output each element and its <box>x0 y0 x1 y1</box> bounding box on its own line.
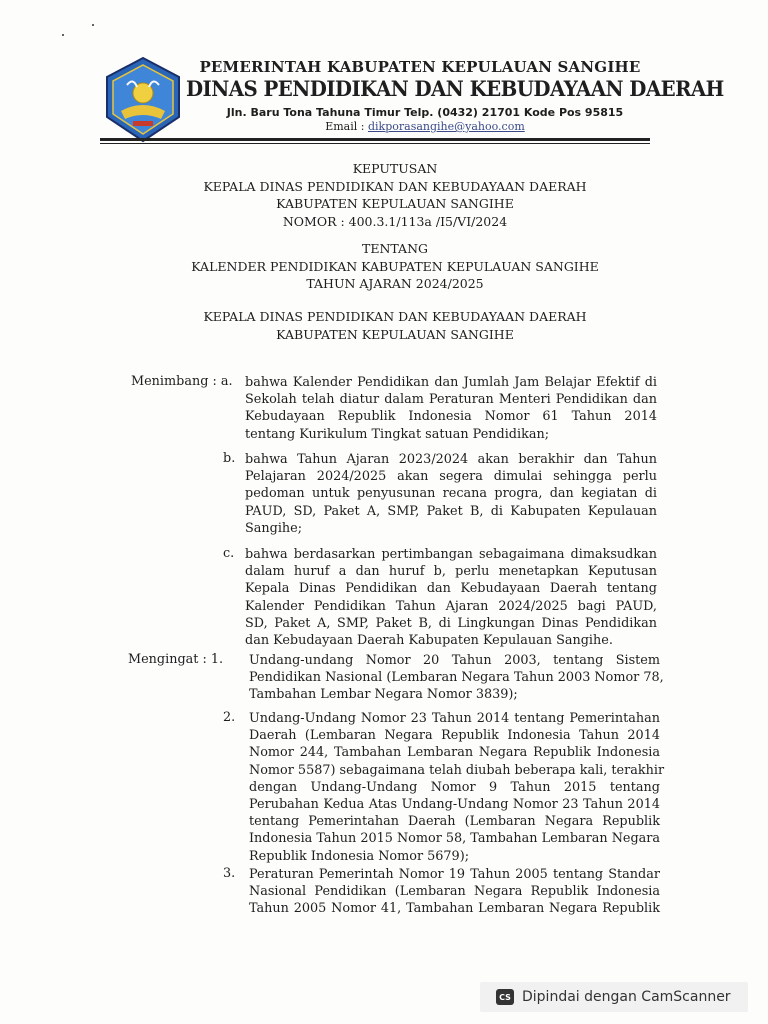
text-line: Kepala Dinas Pendidikan dan Kebudayaan Daerah tentang <box>245 581 657 597</box>
text-line: Peraturan Pemerintah Nomor 19 Tahun 2005 tentang Standar <box>249 867 660 882</box>
text-line: tentang Pemerintahan Daerah (Lembaran Negara Republik <box>249 814 660 830</box>
text-line: Pendidikan Nasional (Lembaran Negara Tahun 2003 Nomor 78, <box>249 670 664 686</box>
decree-title: KEPUTUSAN <box>352 161 438 176</box>
text-line: bahwa berdasarkan pertimbangan sebagaimana dimaksudkan <box>245 547 657 562</box>
camscanner-watermark <box>480 982 748 1012</box>
mengingat-item-3 <box>249 866 660 918</box>
office-address: Jln. Baru Tona Tahuna Timur Telp. (0432) 21701 Kode Pos 95815 <box>226 106 624 119</box>
text-line: Nomor 5587) sebagaimana telah diubah beberapa kali, terakhir <box>249 762 665 778</box>
mengingat-marker-2: 2. <box>223 710 236 725</box>
about-title: TENTANG <box>361 241 428 256</box>
about-heading <box>140 240 650 293</box>
text-line: Kebudayaan Republik Indonesia Nomor 61 Tahun 2014 <box>245 409 657 425</box>
text-line: bahwa Kalender Pendidikan dan Jumlah Jam Belajar Efektif di <box>245 375 657 390</box>
text-line: Tambahan Lembar Negara Nomor 3839); <box>249 687 518 703</box>
authority-region: KABUPATEN KEPULAUAN SANGIHE <box>276 326 514 342</box>
text-line: Pelajaran 2024/2025 akan segera dimulai sehingga perlu <box>245 469 657 485</box>
text-line: Tahun 2005 Nomor 41, Tambahan Lembaran Negara Republik <box>249 901 660 917</box>
menimbang-marker-b: b. <box>223 451 236 466</box>
decree-issuer: KEPALA DINAS PENDIDIKAN DAN KEBUDAYAAN DAERAH <box>203 178 587 194</box>
text-line: Undang-Undang Nomor 23 Tahun 2014 tentang Pemerintahan <box>249 711 660 726</box>
text-line: Nomor 244, Tambahan Lembaran Negara Republik Indonesia <box>249 745 660 761</box>
menimbang-item-a <box>245 374 657 443</box>
text-line: tentang Kurikulum Tingkat satuan Pendidikan; <box>245 426 550 442</box>
office-email-line <box>215 120 635 133</box>
mengingat-label: Mengingat : 1. <box>128 652 224 667</box>
menimbang-item-b <box>245 451 657 537</box>
menimbang-label: Menimbang : a. <box>131 374 233 389</box>
text-line: dan Kebudayaan Daerah Kabupaten Kepulauan Sangihe. <box>245 633 613 649</box>
email-link[interactable]: dikporasangihe@yahoo.com <box>367 120 525 133</box>
authority-heading <box>140 308 650 343</box>
office-name: DINAS PENDIDIKAN DAN KEBUDAYAAN DAERAH <box>186 76 724 101</box>
scan-speck <box>92 24 94 26</box>
about-subject: KALENDER PENDIDIKAN KABUPATEN KEPULAUAN SANGIHE <box>191 258 599 274</box>
text-line: PAUD, SD, Paket A, SMP, Paket B, di Kabupaten Kepulauan <box>245 503 657 519</box>
regency-emblem-icon <box>103 55 183 145</box>
decree-heading <box>140 160 650 230</box>
decree-number: NOMOR : 400.3.1/113a /I5/VI/2024 <box>282 213 508 229</box>
authority-title: KEPALA DINAS PENDIDIKAN DAN KEBUDAYAAN DAERAH <box>203 309 587 324</box>
text-line: Nasional Pendidikan (Lembaran Negara Republik Indonesia <box>249 884 660 900</box>
text-line: Sekolah telah diatur dalam Peraturan Menteri Pendidikan dan <box>245 392 657 408</box>
email-label: Email : <box>325 120 368 133</box>
government-name: PEMERINTAH KABUPATEN KEPULAUAN SANGIHE <box>199 58 641 76</box>
text-line: Daerah (Lembaran Negara Republik Indonesia Tahun 2014 <box>249 728 660 744</box>
mengingat-item-1 <box>249 652 664 704</box>
text-line: Undang-undang Nomor 20 Tahun 2003, tentang Sistem <box>249 653 660 668</box>
text-line: Indonesia Tahun 2015 Nomor 58, Tambahan Lembaran Negara <box>249 831 661 847</box>
letterhead <box>0 0 768 150</box>
menimbang-item-c <box>245 546 657 649</box>
mengingat-marker-3: 3. <box>223 866 236 881</box>
mengingat-item-2 <box>249 710 665 865</box>
text-line: dalam huruf a dan huruf b, perlu menetapkan Keputusan <box>245 564 657 580</box>
text-line: pedoman untuk penyusunan recana progra, dan kegiatan di <box>245 486 657 502</box>
text-line: dengan Undang-Undang Nomor 9 Tahun 2015 tentang <box>249 779 660 795</box>
text-line: Sangihe; <box>245 520 303 536</box>
text-line: Republik Indonesia Nomor 5679); <box>249 848 470 864</box>
text-line: Perubahan Kedua Atas Undang-Undang Nomor 23 Tahun 2014 <box>249 797 660 813</box>
menimbang-marker-c: c. <box>223 546 235 561</box>
scan-speck <box>62 34 64 36</box>
about-year: TAHUN AJARAN 2024/2025 <box>306 276 484 291</box>
text-line: Kalender Pendidikan Tahun Ajaran 2024/2025 bagi PAUD, <box>245 598 657 614</box>
letterhead-rule-thick <box>100 138 650 141</box>
text-line: bahwa Tahun Ajaran 2023/2024 akan berakhir dan Tahun <box>245 452 657 467</box>
letterhead-rule-thin <box>100 143 650 144</box>
text-line: SD, Paket A, SMP, Paket B, di Lingkungan Dinas Pendidikan <box>245 615 657 631</box>
watermark-text: Dipindai dengan CamScanner <box>522 989 731 1005</box>
cs-logo-icon: CS <box>496 989 514 1005</box>
decree-region: KABUPATEN KEPULAUAN SANGIHE <box>276 196 514 211</box>
